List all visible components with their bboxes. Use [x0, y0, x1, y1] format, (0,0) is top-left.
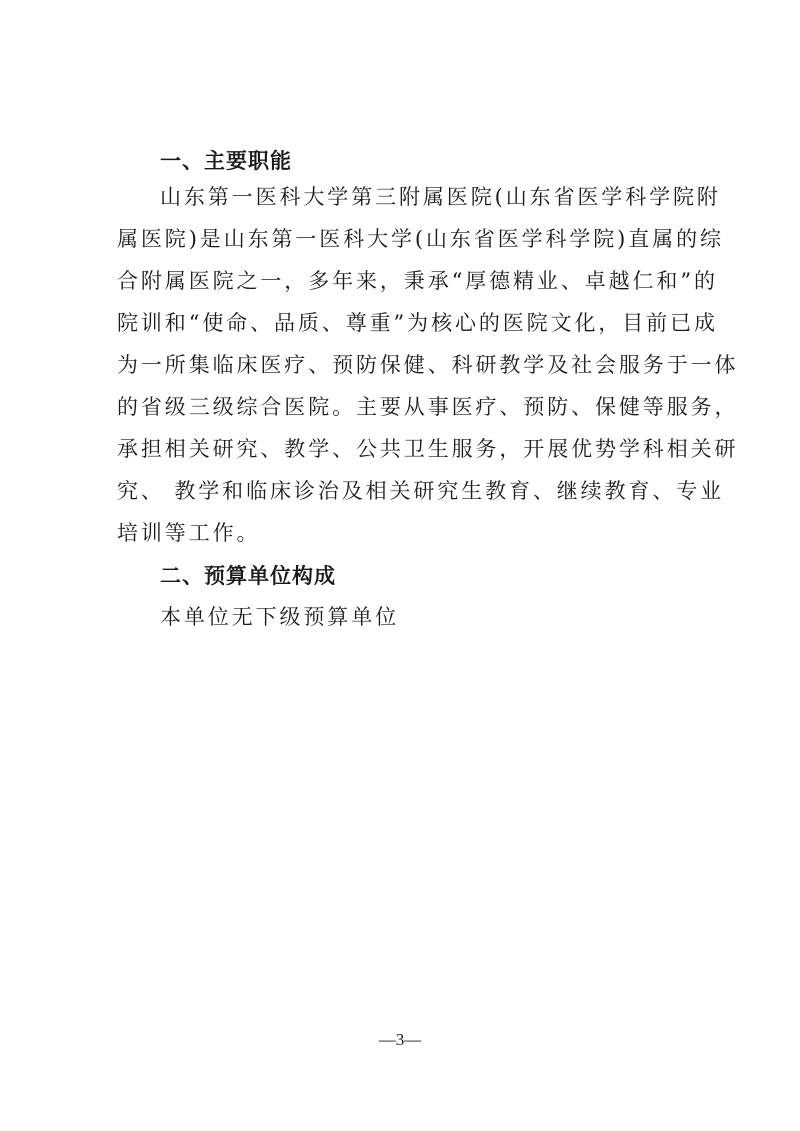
- paragraph-line: 为一所集临床医疗、预防保健、科研教学及社会服务于一体: [117, 353, 739, 377]
- paragraph-line: 属医院)是山东第一医科大学(山东省医学科学院)直属的综: [117, 227, 724, 251]
- paragraph-line: 究、 教学和临床诊治及相关研究生教育、继续教育、专业: [117, 479, 725, 503]
- paragraph-line: 山东第一医科大学第三附属医院(山东省医学科学院附: [160, 185, 721, 209]
- paragraph-line: 院训和“使命、品质、尊重”为核心的医院文化，目前已成: [117, 311, 718, 335]
- section-heading-main-functions: 一、主要职能: [160, 149, 292, 173]
- paragraph-line: 承担相关研究、教学、公共卫生服务，开展优势学科相关研: [117, 437, 739, 461]
- section-heading-budget-units: 二、预算单位构成: [160, 564, 336, 588]
- paragraph-line: 的省级三级综合医院。主要从事医疗、预防、保健等服务，: [117, 395, 739, 419]
- paragraph-line: 合附属医院之一，多年来，秉承“厚德精业、卓越仁和”的: [117, 269, 718, 293]
- page-number: —3—: [378, 1030, 422, 1049]
- paragraph-line: 培训等工作。: [117, 521, 261, 545]
- section-paragraph-budget-units: 本单位无下级预算单位: [160, 605, 399, 629]
